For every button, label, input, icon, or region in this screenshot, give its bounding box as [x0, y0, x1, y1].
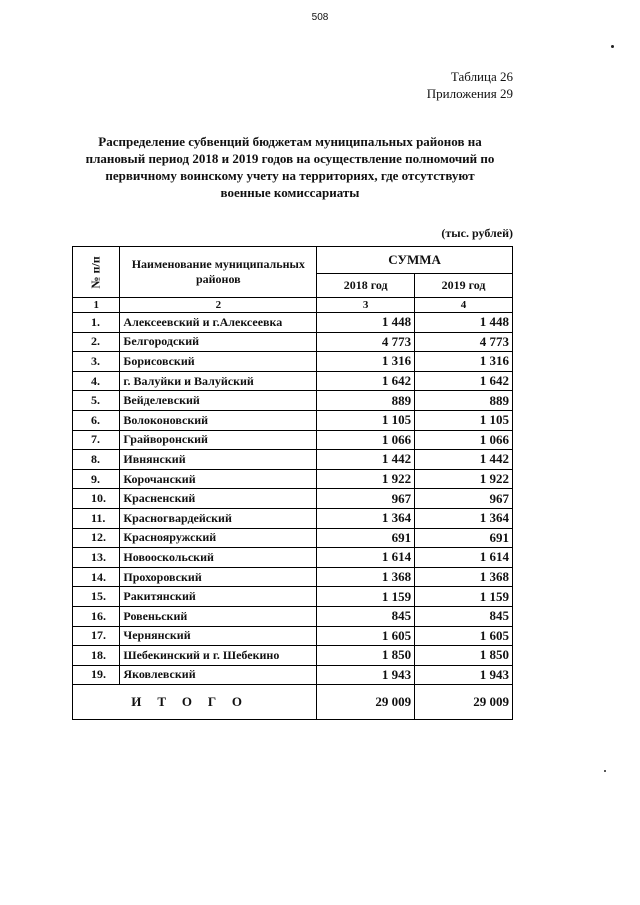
row-value-2018: 4 773	[317, 332, 415, 352]
row-number: 4.	[73, 371, 120, 391]
table-row	[73, 391, 513, 411]
row-value-2018: 1 105	[317, 410, 415, 430]
row-value-2018: 845	[317, 606, 415, 626]
row-number: 1.	[73, 313, 120, 333]
row-value-2018: 1 364	[317, 508, 415, 528]
header-year-2019: 2019 год	[415, 273, 513, 297]
header-name: Наименование муниципальных районов	[120, 247, 317, 298]
row-value-2019: 1 316	[415, 352, 513, 372]
row-district-name: Борисовский	[120, 352, 317, 372]
total-label: ИТОГО	[73, 685, 317, 720]
table-row	[73, 450, 513, 470]
row-value-2019: 1 442	[415, 450, 513, 470]
row-value-2018: 1 159	[317, 587, 415, 607]
table-row	[73, 548, 513, 568]
table-row	[73, 313, 513, 333]
row-number: 15.	[73, 587, 120, 607]
row-value-2019: 1 364	[415, 508, 513, 528]
col-index-3: 3	[317, 298, 415, 313]
row-value-2019: 1 159	[415, 587, 513, 607]
row-value-2019: 1 605	[415, 626, 513, 646]
row-value-2018: 1 442	[317, 450, 415, 470]
row-value-2019: 1 368	[415, 567, 513, 587]
row-value-2019: 1 105	[415, 410, 513, 430]
header-sum: СУММА	[317, 247, 513, 274]
col-index-2: 2	[120, 298, 317, 313]
table-ref-line2: Приложения 29	[426, 86, 513, 101]
row-number: 13.	[73, 548, 120, 568]
row-district-name: Шебекинский и г. Шебекино	[120, 646, 317, 666]
header-num-label: № п/п	[88, 255, 103, 289]
row-number: 12.	[73, 528, 120, 548]
page-number: 508	[311, 12, 329, 23]
row-number: 3.	[73, 352, 120, 372]
table-row	[73, 371, 513, 391]
table-row	[73, 646, 513, 666]
row-number: 7.	[73, 430, 120, 450]
row-district-name: Волоконовский	[120, 410, 317, 430]
row-value-2019: 4 773	[415, 332, 513, 352]
row-district-name: Красногвардейский	[120, 508, 317, 528]
row-value-2019: 889	[415, 391, 513, 411]
row-number: 16.	[73, 606, 120, 626]
row-number: 18.	[73, 646, 120, 666]
row-number: 11.	[73, 508, 120, 528]
table-row	[73, 410, 513, 430]
row-district-name: Грайворонский	[120, 430, 317, 450]
row-number: 19.	[73, 665, 120, 685]
col-index-1: 1	[73, 298, 120, 313]
row-value-2018: 691	[317, 528, 415, 548]
document-title: Распределение субвенций бюджетам муниципальных районов на плановый период 2018 и 2019 годов на осуществление полномочий по первичному воинскому учету на территориях, где отсутствуют военные комиссариаты	[85, 134, 495, 200]
row-number: 10.	[73, 489, 120, 509]
column-index-row	[73, 298, 513, 313]
row-district-name: Красненский	[120, 489, 317, 509]
row-value-2018: 1 066	[317, 430, 415, 450]
row-district-name: Ровеньский	[120, 606, 317, 626]
row-value-2018: 1 850	[317, 646, 415, 666]
table-ref-line1: Таблица 26	[450, 69, 513, 84]
table-row	[73, 587, 513, 607]
row-value-2019: 1 943	[415, 665, 513, 685]
row-value-2019: 1 448	[415, 313, 513, 333]
subvention-table	[72, 246, 513, 720]
header-year-2018: 2018 год	[317, 273, 415, 297]
col-index-4: 4	[415, 298, 513, 313]
table-row	[73, 508, 513, 528]
table-row	[73, 489, 513, 509]
table-row	[73, 665, 513, 685]
row-value-2019: 1 642	[415, 371, 513, 391]
row-value-2018: 1 368	[317, 567, 415, 587]
total-2019: 29 009	[415, 685, 513, 720]
row-value-2018: 1 642	[317, 371, 415, 391]
row-district-name: Чернянский	[120, 626, 317, 646]
total-2018: 29 009	[317, 685, 415, 720]
row-value-2019: 1 850	[415, 646, 513, 666]
row-district-name: Ивнянский	[120, 450, 317, 470]
row-value-2019: 1 614	[415, 548, 513, 568]
row-value-2018: 1 316	[317, 352, 415, 372]
table-row	[73, 567, 513, 587]
table-body	[73, 313, 513, 685]
row-district-name: Яковлевский	[120, 665, 317, 685]
row-value-2018: 1 922	[317, 469, 415, 489]
row-number: 5.	[73, 391, 120, 411]
row-district-name: Прохоровский	[120, 567, 317, 587]
row-district-name: Вейделевский	[120, 391, 317, 411]
row-value-2018: 1 614	[317, 548, 415, 568]
row-number: 14.	[73, 567, 120, 587]
row-number: 6.	[73, 410, 120, 430]
row-value-2018: 1 605	[317, 626, 415, 646]
row-district-name: г. Валуйки и Валуйский	[120, 371, 317, 391]
row-value-2019: 1 922	[415, 469, 513, 489]
table-reference	[427, 68, 513, 102]
row-district-name: Ракитянский	[120, 587, 317, 607]
header-num	[73, 247, 120, 298]
row-number: 8.	[73, 450, 120, 470]
row-value-2019: 845	[415, 606, 513, 626]
row-value-2019: 1 066	[415, 430, 513, 450]
scan-speck	[604, 770, 606, 772]
table-row	[73, 332, 513, 352]
row-value-2018: 1 448	[317, 313, 415, 333]
total-row	[73, 685, 513, 720]
table-row	[73, 430, 513, 450]
table-row	[73, 469, 513, 489]
scan-speck	[611, 45, 614, 48]
row-district-name: Алексеевский и г.Алексеевка	[120, 313, 317, 333]
row-value-2018: 967	[317, 489, 415, 509]
table-row	[73, 528, 513, 548]
row-value-2019: 967	[415, 489, 513, 509]
row-value-2019: 691	[415, 528, 513, 548]
row-district-name: Краснояружский	[120, 528, 317, 548]
row-value-2018: 889	[317, 391, 415, 411]
row-district-name: Белгородский	[120, 332, 317, 352]
table-row	[73, 626, 513, 646]
units-label: (тыс. рублей)	[441, 226, 513, 240]
row-number: 2.	[73, 332, 120, 352]
row-value-2018: 1 943	[317, 665, 415, 685]
table-row	[73, 606, 513, 626]
table-row	[73, 352, 513, 372]
row-district-name: Корочанский	[120, 469, 317, 489]
row-district-name: Новооскольский	[120, 548, 317, 568]
row-number: 9.	[73, 469, 120, 489]
row-number: 17.	[73, 626, 120, 646]
